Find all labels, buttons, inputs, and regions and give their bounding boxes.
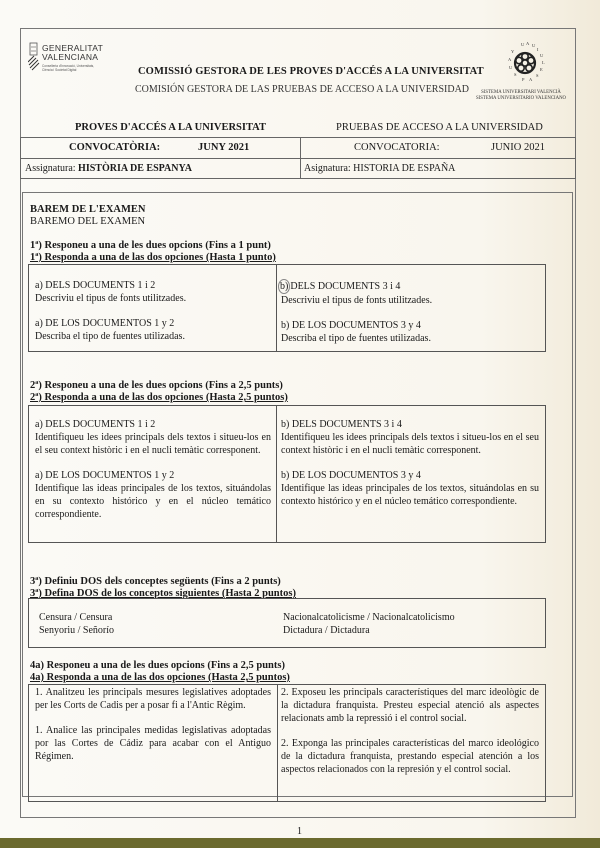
svg-text:U: U: [509, 65, 513, 70]
commission-title-ca: COMISSIÓ GESTORA DE LES PROVES D'ACCÉS A LA UNIVERSITAT: [138, 66, 484, 77]
question-4-option-1: 1. Analitzeu les principals mesures legislatives adoptades per les Corts de Cadis per a posar fi a l'Antic Règim. 1. Analice las principales medidas legislativas adoptadas por las Cortes de Cádiz para acabar con el Antiguo Régimen.: [35, 687, 271, 762]
svg-text:U: U: [532, 43, 536, 48]
question-2-option-b: b) DELS DOCUMENTS 3 i 4 Identifiqueu les idees principals dels textos i situeu-los en el seu context històric i en el nucli temàtic corresponent. b) DE LOS DOCUMENTOS 3 y 4 Identifique las ideas principales de los textos, situándolas en su contexto histórico y en el núcleo temático correspondiente.: [281, 419, 539, 507]
svg-text:I: I: [537, 47, 539, 52]
question-4-options: [28, 684, 546, 802]
svg-text:L: L: [542, 60, 545, 65]
question-4-option-2: 2. Exposeu les principals característiques del marc ideològic de la dictadura franquista. Presteu especial atenció als aspectes relacionats amb la repressió i el control social. 2. Exponga las principales características del marco ideológico de la dictadura franquista, prestando especial atención a los aspectos relacionados con la represión y el control social.: [281, 687, 539, 775]
concept-item: Senyoriu / Señorío: [39, 625, 114, 636]
concept-item: Nacionalcatolicisme / Nacionalcatolicismo: [283, 612, 455, 623]
question-3-concepts: [28, 598, 546, 648]
question-2-heading: 2ª) Responeu a una de les dues opcions (Fins a 2,5 punts) 2ª) Responda a una de las dos opciones (Hasta 2,5 puntos): [30, 380, 288, 403]
convocatoria-value-ca: JUNY 2021: [198, 142, 250, 153]
svg-text:A: A: [526, 41, 530, 46]
svg-text:S: S: [514, 72, 517, 77]
handwritten-circle-mark: b): [280, 281, 289, 292]
commission-title-es: COMISIÓN GESTORA DE LAS PRUEBAS DE ACCESO A LA UNIVERSIDAD: [135, 84, 470, 95]
concept-item: Censura / Censura: [39, 612, 113, 623]
question-4-heading: 4a) Responeu a una de les dues opcions (Fins a 2,5 punts) 4a) Responda a una de las dos opciones (Hasta 2,5 puntos): [30, 660, 290, 683]
svg-text:A: A: [529, 77, 533, 82]
svg-text:U: U: [521, 42, 525, 47]
svg-text:A: A: [508, 57, 512, 62]
svg-text:U: U: [540, 53, 544, 58]
subject-es: Asignatura: HISTORIA DE ESPAÑA: [304, 163, 456, 174]
subject-ca: Assignatura: HISTÒRIA DE ESPANYA: [25, 163, 192, 174]
question-1-heading: 1ª) Responeu a una de les dues opcions (Fins a 1 punt) 1ª) Responda a una de las dos opciones (Hasta 1 punto): [30, 240, 276, 263]
barem-title-ca: BAREM DE L'EXAMEN: [30, 204, 146, 215]
barem-title-es: BAREMO DEL EXAMEN: [30, 216, 146, 227]
university-system-seal-icon: [500, 38, 550, 88]
question-1-option-b: b) DELS DOCUMENTS 3 i 4 Descriviu el tipus de fonts utilitzades. b) DE LOS DOCUMENTOS 3 y 4 Describa el tipo de fuentes utilizadas.: [280, 281, 433, 344]
svg-text:P: P: [522, 77, 525, 82]
question-1-option-a: a) DELS DOCUMENTS 1 i 2 Descriviu el tipus de fonts utilitzades. a) DE LOS DOCUMENTOS 1 y 2 Describa el tipo de fuentes utilizadas.: [35, 280, 187, 342]
suv-line-es: SISTEMA UNIVERSITARIO VALENCIANO: [475, 96, 567, 101]
exam-info-table: [20, 137, 576, 179]
svg-text:Y: Y: [511, 49, 515, 54]
page-number: 1: [297, 826, 302, 837]
exam-title-ca: PROVES D'ACCÉS A LA UNIVERSITAT: [75, 122, 266, 133]
convocatoria-value-es: JUNIO 2021: [491, 142, 545, 153]
suv-line-ca: SISTEMA UNIVERSITARI VALENCIÀ: [481, 90, 561, 95]
concept-item: Dictadura / Dictadura: [283, 625, 370, 636]
question-2-options: [28, 405, 546, 543]
svg-text:S: S: [536, 73, 539, 78]
valenciana-name: VALENCIANA: [42, 52, 99, 62]
generalitat-emblem-icon: [28, 42, 40, 72]
conselleria-name: Conselleria d'Innovació, Universitats, Ciència i Societat Digital: [42, 64, 95, 72]
convocatoria-label-es: CONVOCATORIA:: [354, 142, 440, 153]
exam-title-es: PRUEBAS DE ACCESO A LA UNIVERSIDAD: [336, 122, 543, 133]
svg-text:E: E: [540, 67, 543, 72]
question-1-options: [28, 264, 546, 352]
convocatoria-label-ca: CONVOCATÒRIA:: [69, 142, 161, 153]
question-2-option-a: a) DELS DOCUMENTS 1 i 2 Identifiqueu les idees principals dels textos i situeu-los en el seu context històric i en el nucli temàtic corresponent. a) DE LOS DOCUMENTOS 1 y 2 Identifique las ideas principales de los textos, situándolas en su contexto histórico y en el núcleo temático correspondiente.: [35, 419, 271, 520]
generalitat-name: GENERALITAT: [42, 43, 104, 53]
question-3-heading: 3ª) Definiu DOS dels conceptes següents (Fins a 2 punts) 3ª) Defina DOS de los conceptos siguientes (Hasta 2 puntos): [30, 576, 296, 599]
